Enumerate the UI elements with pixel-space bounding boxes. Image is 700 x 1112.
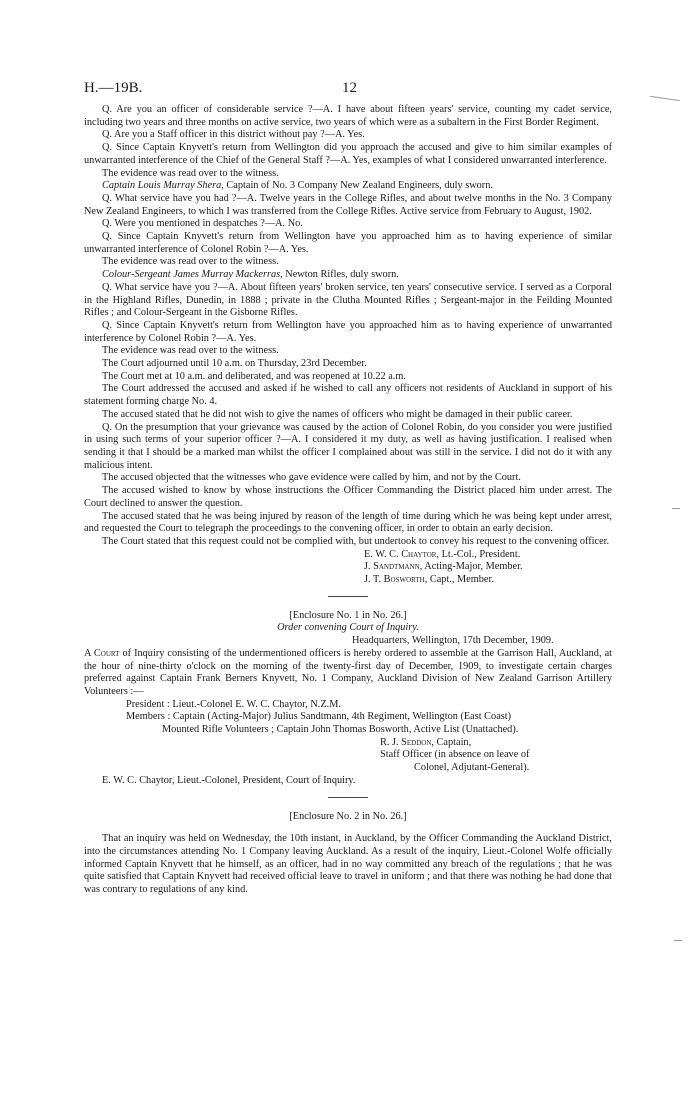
members-line-continued: Mounted Rifle Volunteers ; Captain John Thomas Bosworth, Active List (Unattached).: [162, 724, 519, 736]
signature-line: [84, 561, 612, 574]
witness-name: Captain Louis Murray Shera: [102, 180, 222, 192]
witness-line: [84, 269, 612, 282]
paragraph: Q. Were you mentioned in despatches ?—A. No.: [102, 218, 303, 230]
paragraph: The accused wished to know by whose instructions the Officer Commanding the District placed him under arrest. The Court declined to answer the question.: [84, 485, 612, 509]
enclosure-subheading-text: Order convening Court of Inquiry.: [277, 622, 419, 634]
paragraph: The Court met at 10 a.m. and deliberated, and was reopened at 10.22 a.m.: [102, 370, 406, 382]
headquarters-line: Headquarters, Wellington, 17th December, 1909.: [352, 635, 554, 647]
enclosure-subheading: [84, 622, 612, 635]
document-reference: H.—19B.: [84, 80, 143, 96]
paragraph: The evidence was read over to the witness.: [102, 256, 279, 268]
signature-name: E. W. C. Chaytor: [364, 548, 437, 560]
staff-line-continued: Colonel, Adjutant-General).: [414, 762, 530, 774]
paragraph: Q. Since Captain Knyvett's return from Wellington have you approached him as to having experience of unwarranted interference by Colonel Robin ?—A. Yes.: [84, 319, 612, 344]
witness-desc: , Newton Rifles, duly sworn.: [280, 269, 399, 281]
paragraph: The evidence was read over to the witness.: [102, 167, 279, 179]
president-line: President : Lieut.-Colonel E. W. C. Chaytor, N.Z.M.: [126, 698, 341, 710]
enclosure-footer: E. W. C. Chaytor, Lieut.-Colonel, President, Court of Inquiry.: [102, 774, 356, 786]
paragraph: The accused stated that he was being injured by reason of the length of time during which he was being kept under arrest, and requested the Court to telegraph the proceedings to the convening officer, in order to obtain an early decision.: [84, 510, 612, 535]
enclosure-paragraph: That an inquiry was held on Wednesday, the 10th instant, in Auckland, by the Officer Commanding the Auckland District, into the circumstances attending No. 1 Company leaving Auckland. As a result of the inquiry, Lieut.-Colonel Wolfe officially informed Captain Knyvett that he himself, as an officer, had in no way committed any breach of the regulations ; that he was quite satisfied that Captain Knyvett had received official leave to travel in uniform ; and that there was nothing he had done that was contrary to regulations of any kind.: [84, 833, 612, 896]
enclosure-heading: [Enclosure No. 1 in No. 26.]: [289, 609, 407, 621]
paragraph: The accused stated that he did not wish to give the names of officers who might be damaged in their public career.: [102, 408, 573, 420]
document-body: [84, 104, 612, 897]
paragraph: The Court adjourned until 10 a.m. on Thursday, 23rd December.: [102, 358, 367, 370]
signature-name: J. Sandtmann: [364, 561, 420, 573]
scan-mark: [650, 96, 680, 101]
paragraph: The Court stated that this request could not be complied with, but undertook to convey his request to the convening officer.: [102, 535, 610, 547]
signature-line: [84, 574, 612, 587]
members-line: Members : Captain (Acting-Major) Julius Sandtmann, 4th Regiment, Wellington (East Coast): [126, 711, 512, 723]
paragraph: The Court addressed the accused and asked if he wished to call any officers not residents of Auckland in support of his statement forming charge No. 4.: [84, 383, 612, 408]
witness-line: [84, 180, 612, 193]
order-lead: A Court: [84, 647, 120, 659]
witness-desc: , Captain of No. 3 Company New Zealand Engineers, duly sworn.: [221, 180, 493, 192]
paragraph: Q. Are you a Staff officer in this district without pay ?—A. Yes.: [102, 129, 365, 141]
order-body: of Inquiry consisting of the undermentioned officers is hereby ordered to assemble at the Garrison Hall, Auckland, at the hour of nine-thirty o'clock on the morning of the twenty-first day of December, 1909, to investigate certain charges preferred against Captain Frank Berners Knyvett, No. 1 Company, Auckland Division of New Zealand Garrison Artillery Volunteers :—: [84, 647, 612, 697]
section-divider: [328, 596, 368, 597]
signature-role: , Capt., Member.: [424, 574, 494, 586]
paragraph: The evidence was read over to the witness.: [102, 345, 279, 357]
signature-role: , Acting-Major, Member.: [419, 561, 523, 573]
paragraph: Q. On the presumption that your grievance was caused by the action of Colonel Robin, do you consider you were justified in using such terms of your superior officer ?—A. I considered it my duty, as well as having justification. I realised when sending it that I should be a marked man whilst the officer I complained about was still in the service. I did not do it with any malicious intent.: [84, 421, 612, 471]
signer-role: , Captain,: [431, 736, 472, 748]
signer-name: R. J. Seddon: [380, 736, 432, 748]
paragraph: Q. What service have you had ?—A. Twelve years in the College Rifles, and about twelve months in the No. 3 Company New Zealand Engineers, to which I was transferred from the College Rifles. Active service from February to August, 1902.: [84, 192, 612, 217]
paragraph: The accused objected that the witnesses who gave evidence were called by him, and not by the Court.: [102, 472, 521, 484]
paragraph: Q. What service have you ?—A. About fifteen years' broken service, ten years' consecutive service. I served as a Corporal in the Highland Rifles, Dunedin, in 1888 ; private in the Clutha Mounted Rifles ; Sergeant-major in the Feilding Mounted Rifles ; and Colour-Sergeant in the Gisborne Rifles.: [84, 281, 612, 319]
paragraph: Q. Since Captain Knyvett's return from Wellington have you approached him as to having experience of similar unwarranted interference of Colonel Robin ?—A. Yes.: [84, 231, 612, 255]
order-paragraph: [84, 648, 612, 699]
page-number: 12: [342, 80, 357, 96]
staff-line: Staff Officer (in absence on leave of: [380, 749, 530, 761]
scan-mark: [672, 508, 680, 509]
section-divider: [328, 797, 368, 798]
enclosure-heading: [Enclosure No. 2 in No. 26.]: [289, 810, 407, 822]
signer-line: [84, 737, 612, 750]
signature-line: [84, 549, 612, 562]
signature-name: J. T. Bosworth: [364, 574, 425, 586]
spacer: [84, 823, 612, 833]
signature-role: , Lt.-Col., President.: [436, 548, 521, 560]
witness-name: Colour-Sergeant James Murray Mackerras: [102, 269, 281, 281]
paragraph: Q. Since Captain Knyvett's return from Wellington did you approach the accused and give to him similar examples of unwarranted interference of the Chief of the General Staff ?—A. Yes, examples of what I considered unwarranted interference.: [84, 142, 612, 166]
scan-mark: [674, 940, 682, 941]
paragraph: Q. Are you an officer of considerable service ?—A. I have about fifteen years' service, counting my cadet service, including two years and three months on active service, two years of which were as a subaltern in the First Border Regiment.: [84, 104, 612, 128]
